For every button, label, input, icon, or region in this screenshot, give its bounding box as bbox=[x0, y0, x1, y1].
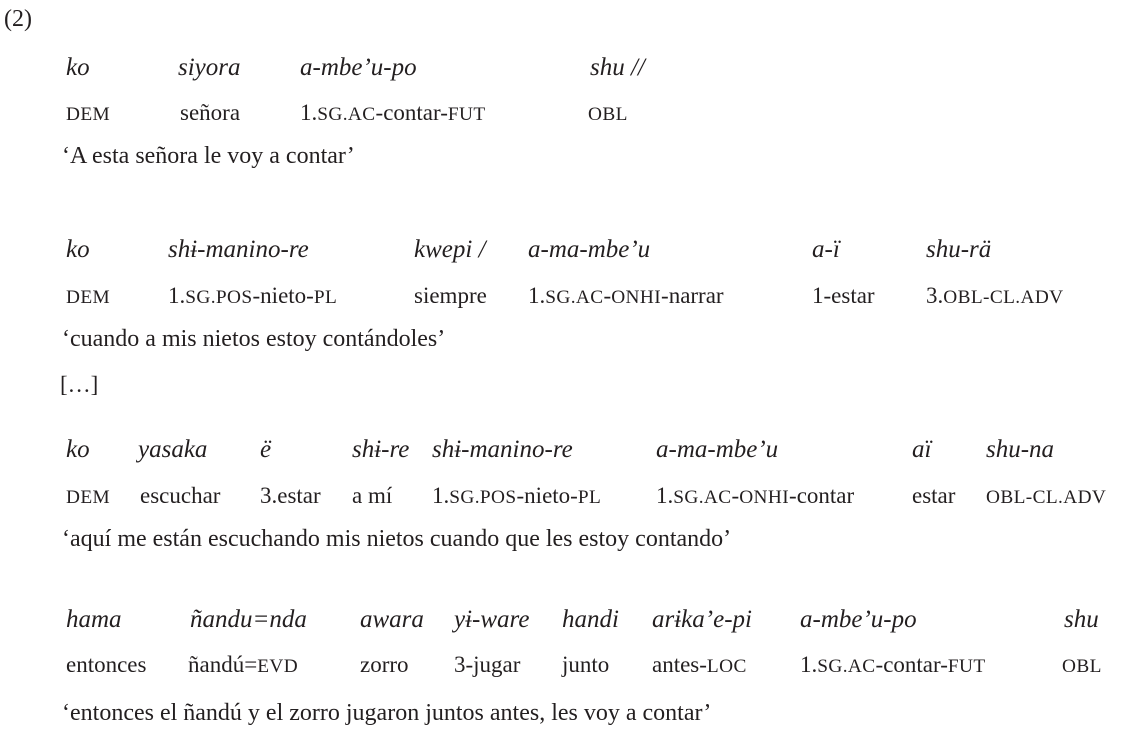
gloss-text: 1. bbox=[432, 483, 450, 508]
gloss-text: zorro bbox=[360, 652, 409, 677]
gloss-text: -nieto- bbox=[252, 283, 314, 308]
word: shɨ-manino-re bbox=[168, 236, 309, 263]
gloss-text: -narrar bbox=[661, 283, 724, 308]
gloss-text: ñandú= bbox=[188, 652, 258, 677]
gloss-text: señora bbox=[180, 100, 241, 125]
gloss-label: ONHI bbox=[739, 487, 790, 508]
gloss bbox=[66, 100, 110, 126]
example-number: (2) bbox=[4, 6, 32, 32]
word: kwepi / bbox=[414, 236, 486, 263]
gloss bbox=[432, 483, 601, 509]
free-translation: ‘entonces el ñandú y el zorro jugaron juntos antes, les voy a contar’ bbox=[62, 700, 712, 726]
gloss-text: entonces bbox=[66, 652, 147, 677]
gloss-text: 1-estar bbox=[812, 283, 875, 308]
gloss-text: a mí bbox=[352, 483, 393, 508]
gloss bbox=[656, 483, 854, 509]
gloss bbox=[1062, 652, 1102, 678]
free-translation: ‘aquí me están escuchando mis nietos cuando que les estoy contando’ bbox=[62, 526, 732, 552]
gloss-text: 1. bbox=[300, 100, 318, 125]
gloss bbox=[986, 483, 1106, 509]
word: awara bbox=[360, 606, 424, 633]
gloss bbox=[66, 483, 110, 509]
gloss bbox=[912, 483, 955, 509]
gloss bbox=[528, 283, 724, 309]
gloss-label: DEM bbox=[66, 487, 111, 508]
word: yasaka bbox=[138, 436, 208, 463]
word: shu-na bbox=[986, 436, 1055, 463]
gloss-text: - bbox=[731, 483, 740, 508]
gloss-label: SG.POS bbox=[185, 287, 253, 308]
word: ñandu=nda bbox=[190, 606, 307, 633]
free-translation: ‘cuando a mis nietos estoy contándoles’ bbox=[62, 326, 446, 352]
gloss-text: 3. bbox=[926, 283, 944, 308]
word: ko bbox=[66, 54, 90, 81]
word: handi bbox=[562, 606, 619, 633]
gloss-label: SG.AC bbox=[817, 656, 876, 677]
gloss-label: EVD bbox=[257, 656, 299, 677]
gloss bbox=[140, 483, 220, 509]
gloss bbox=[800, 652, 986, 678]
gloss bbox=[260, 483, 321, 509]
gloss-text: -contar bbox=[789, 483, 855, 508]
gloss-text: -nieto- bbox=[516, 483, 578, 508]
gloss bbox=[352, 483, 392, 509]
word: aï bbox=[912, 436, 932, 463]
word: ko bbox=[66, 436, 90, 463]
gloss-label: FUT bbox=[947, 656, 986, 677]
gloss-label: SG.AC bbox=[673, 487, 732, 508]
ellipsis: […] bbox=[60, 372, 99, 397]
gloss-text: -contar- bbox=[375, 100, 448, 125]
word: shu-rä bbox=[926, 236, 992, 263]
gloss bbox=[588, 100, 628, 126]
gloss-label: SG.AC bbox=[545, 287, 604, 308]
gloss-text: 1. bbox=[528, 283, 546, 308]
word: shu // bbox=[590, 54, 645, 81]
word: ko bbox=[66, 236, 90, 263]
gloss-label: LOC bbox=[706, 656, 747, 677]
gloss bbox=[360, 652, 409, 678]
gloss bbox=[300, 100, 486, 126]
gloss-label: OBL-CL.ADV bbox=[986, 487, 1107, 508]
word: hama bbox=[66, 606, 122, 633]
gloss-text: antes- bbox=[652, 652, 707, 677]
gloss-text: -contar- bbox=[875, 652, 948, 677]
word: siyora bbox=[178, 54, 241, 81]
gloss-label: SG.POS bbox=[449, 487, 517, 508]
word: a-ma-mbe’u bbox=[528, 236, 651, 263]
gloss-text: estar bbox=[912, 483, 956, 508]
gloss bbox=[180, 100, 240, 126]
gloss bbox=[562, 652, 609, 678]
gloss-label: DEM bbox=[66, 104, 111, 125]
gloss-text: 3.estar bbox=[260, 483, 321, 508]
word: shɨ-re bbox=[352, 436, 410, 463]
word: yɨ-ware bbox=[454, 606, 530, 633]
gloss-text: 3-jugar bbox=[454, 652, 521, 677]
gloss-text: 1. bbox=[168, 283, 186, 308]
gloss-text: 1. bbox=[800, 652, 818, 677]
gloss-text: escuchar bbox=[140, 483, 221, 508]
gloss bbox=[454, 652, 520, 678]
gloss bbox=[188, 652, 298, 678]
gloss-label: ONHI bbox=[611, 287, 662, 308]
gloss-label: PL bbox=[313, 287, 338, 308]
word: shu bbox=[1064, 606, 1099, 633]
gloss bbox=[926, 283, 1064, 309]
free-translation: ‘A esta señora le voy a contar’ bbox=[62, 143, 355, 169]
gloss-label: FUT bbox=[447, 104, 486, 125]
gloss-text: - bbox=[603, 283, 612, 308]
gloss bbox=[66, 652, 146, 678]
word: a-mbe’u-po bbox=[300, 54, 417, 81]
gloss-text: junto bbox=[562, 652, 610, 677]
word: a-ï bbox=[812, 236, 840, 263]
word: a-mbe’u-po bbox=[800, 606, 917, 633]
gloss bbox=[652, 652, 747, 678]
word: shɨ-manino-re bbox=[432, 436, 573, 463]
gloss-label: DEM bbox=[66, 287, 111, 308]
gloss-label: PL bbox=[577, 487, 602, 508]
gloss-text: siempre bbox=[414, 283, 487, 308]
gloss bbox=[168, 283, 337, 309]
gloss-label: SG.AC bbox=[317, 104, 376, 125]
word: arɨka’e-pi bbox=[652, 606, 752, 633]
gloss bbox=[66, 283, 110, 309]
gloss bbox=[414, 283, 487, 309]
gloss-label: OBL bbox=[588, 104, 628, 125]
gloss-text: 1. bbox=[656, 483, 674, 508]
word: a-ma-mbe’u bbox=[656, 436, 779, 463]
gloss-label: OBL bbox=[1062, 656, 1102, 677]
word: ë bbox=[260, 436, 272, 463]
gloss-label: OBL-CL.ADV bbox=[943, 287, 1064, 308]
gloss bbox=[812, 283, 875, 309]
